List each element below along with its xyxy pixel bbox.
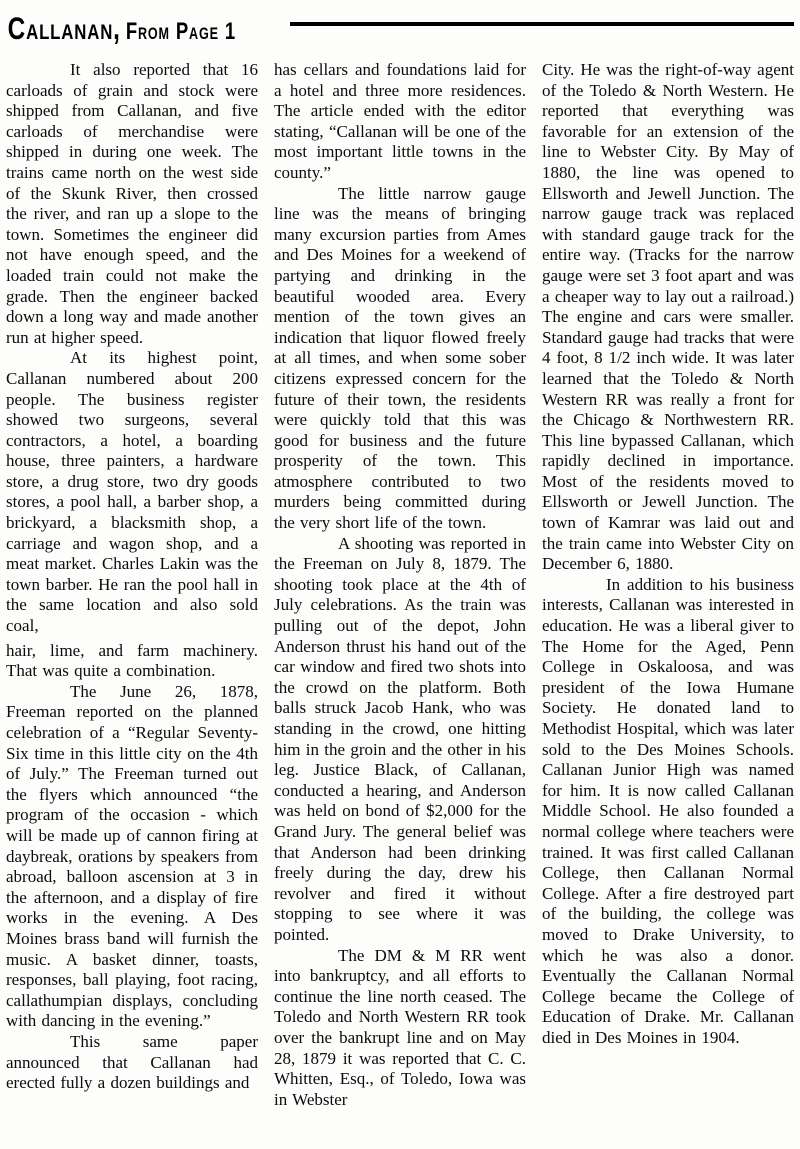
paragraph: has cellars and foundations laid for a hotel and three more residences. The article ended with the editor stating, “Callanan will be one of the most important little towns in the county.” [274, 60, 526, 182]
paragraph: The little narrow gauge line was the means of bringing many excursion parties from Ames and Des Moines for a weekend of partying and drinking in the beautiful wooded area. Every mention of the town gives an indication that liquor flowed freely at all times, and when some sober citizens expressed concern for the future of their town, the residents were quickly told that this was good for business and the future prosperity of the town. This atmosphere contributed to two murders being committed during the very short life of the town. [274, 183, 526, 533]
paragraph: hair, lime, and farm machinery. That was quite a combination. [6, 640, 258, 681]
paragraph: This same paper announced that Callanan had erected fully a dozen buildings and [6, 1031, 258, 1093]
paragraph: It also reported that 16 carloads of grain and stock were shipped from Callanan, and five carloads of merchandise were shipped in during one week. The trains came north on the west side of the Skunk River, then crossed the river, and ran up a slope to the town. Sometimes the engineer did not have enough speed, and the loaded train could not make the grade. Then the engineer backed down a long way and made another run at higher speed. [6, 60, 258, 347]
paragraph: The DM & M RR went into bankruptcy, and all efforts to continue the line north ceased. The Toledo and North Western RR took over the bankrupt line and on May 28, 1879 it was reported that C. C. Whitten, Esq., of Toledo, Iowa was in Webster [274, 945, 526, 1109]
article-columns [6, 60, 794, 1110]
paragraph: In addition to his business interests, Callanan was interested in education. He was a liberal giver to The Home for the Aged, Penn College in Oskaloosa, and was president of the Iowa Humane Society. He donated land to Methodist Hospital, which was later sold to the Des Moines Schools. Callanan Junior High was named for him. It is now called Callanan Middle School. He also founded a normal college where teachers were trained. It was first called Callanan College, then Callanan Normal College. After a fire destroyed part of the building, the college was moved to Drake University, to which he was also a donor. Eventually the Callanan Normal College became the College of Education of Drake. Mr. Callanan died in Des Moines in 1904. [542, 574, 794, 1047]
header-rule-line [290, 22, 794, 26]
article-column-2 [274, 60, 526, 1110]
paragraph: City. He was the right-of-way agent of the Toledo & North Western. He reported that everything was favorable for an extension of the line to Webster City. By May of 1880, the line was opened to Ellsworth and Jewell Junction. The narrow gauge track was replaced with standard gauge track for the entire way. (Tracks for the narrow gauge were set 3 foot apart and was a cheaper way to lay out a railroad.) The engine and cars were smaller. Standard gauge had tracks that were 4 foot, 8 1/2 inch wide. It was later learned that the Toledo & North Western RR was really a front for the Chicago & Northwestern RR. This line bypassed Callanan, which rapidly declined in importance. Most of the residents moved to Ellsworth or Jewell Junction. The town of Kamrar was laid out and the train came into Webster City on December 6, 1880. [542, 60, 794, 574]
article-title-continued-from: From Page 1 [125, 16, 236, 44]
article-column-3 [542, 60, 794, 1110]
article-title [6, 7, 244, 47]
article-column-1 [6, 60, 258, 1110]
article-header [6, 4, 794, 50]
paragraph: At its highest point, Callanan numbered about 200 people. The business register showed two surgeons, several contractors, a hotel, a boarding house, three painters, a hardware store, a drug store, two dry goods stores, a pool hall, a barber shop, a brickyard, a blacksmith shop, a carriage and wagon shop, and a meat market. Charles Lakin was the town barber. He ran the pool hall in the same location and also sold coal, [6, 348, 258, 636]
paragraph: The June 26, 1878, Freeman reported on the planned celebration of a “Regular Seventy-Six time in this little city on the 4th of July.” The Freeman turned out the flyers which announced “the program of the occasion - which will be made up of cannon firing at daybreak, orations by speakers from abroad, balloon ascension at 3 in the afternoon, and a display of fire works in the evening. A Des Moines brass band will furnish the music. A basket dinner, toasts, responses, ball playing, foot racing, callathumpian displays, concluding with dancing in the evening.” [6, 681, 258, 1031]
article-title-main: Callanan, [7, 11, 121, 46]
paragraph: A shooting was reported in the Freeman on July 8, 1879. The shooting took place at the 4th of July celebrations. As the train was pulling out of the depot, John Anderson thrust his hand out of the car window and fired two shots into the crowd on the platform. Both balls struck Jacob Hank, who was standing in the crowd, one hitting him in the groin and the other in his leg. Justice Black, of Callanan, conducted a hearing, and Anderson was held on bond of $2,000 for the Grand Jury. The general belief was that Anderson had been drinking freely during the day, drew his revolver and fired it without stopping to see where it was pointed. [274, 533, 526, 944]
